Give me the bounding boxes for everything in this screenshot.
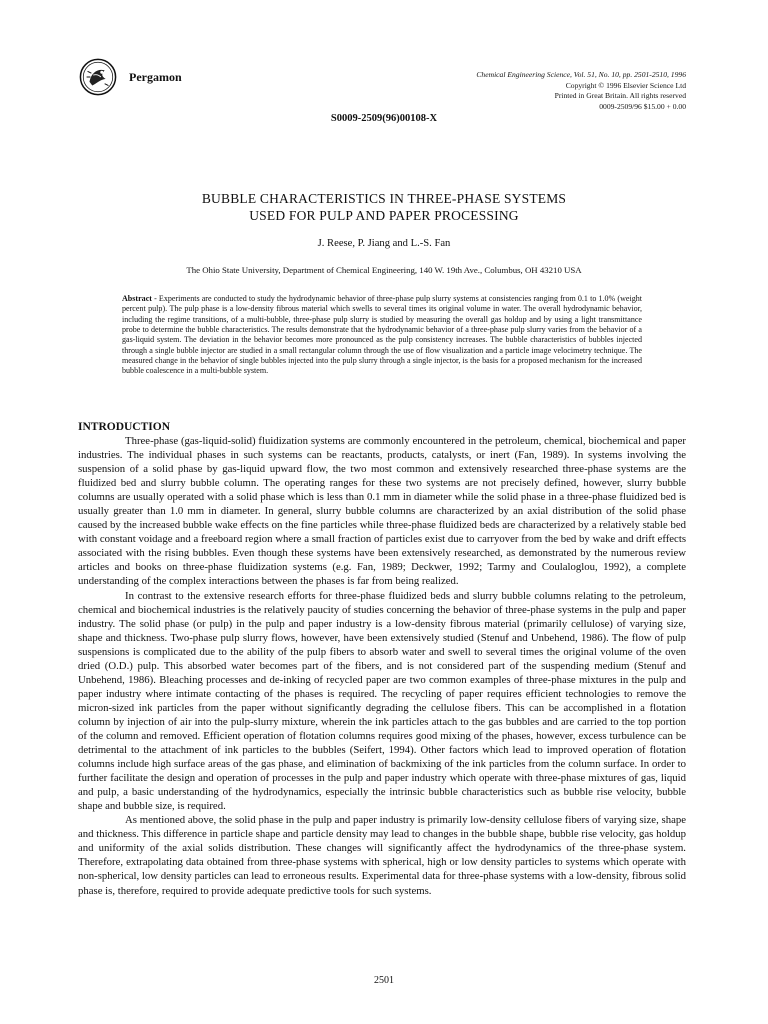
section-heading-introduction: INTRODUCTION bbox=[78, 421, 171, 433]
abstract-text: - Experiments are conducted to study the hydrodynamic behavior of three-phase pulp slurry systems at consistencies ranging from 0.1 to 1.0% (weight percent pulp). The pulp phase is a low-density fibrous material which swells to several times its original volume in water. The overall hydrodynamic behavior, including the regime transitions, of a multi-bubble, three-phase pulp slurry is studied by measuring the overall gas holdup and by using a light transmittance probe to determine the bubble characteristics. The results demonstrate that the hydrodynamic behavior of a three-phase pulp slurry varies from the behavior of a gas-liquid system. The deviation in the behavior becomes more pronounced as the pulp consistency increases. The bubble characteristics of bubbles injected through a single bubble injector are studied in a small rectangular column through the use of flow visualization and a particle image velocimetry technique. The measured change in the behavior of single bubbles injected into the pulp slurry through a single injector, is the basis for a proposed mechanism for the increased bubble coalescence in a multi-bubble system. bbox=[122, 294, 642, 376]
author-list: J. Reese, P. Jiang and L.-S. Fan bbox=[317, 238, 451, 249]
article-identifier: S0009-2509(96)00108-X bbox=[330, 113, 438, 124]
printed-notice: Printed in Great Britain. All rights reserved bbox=[554, 91, 686, 101]
publisher-name: Pergamon bbox=[129, 70, 182, 84]
article-title bbox=[0, 190, 768, 224]
page-number: 2501 bbox=[374, 975, 394, 986]
publisher-logo-icon bbox=[79, 58, 117, 96]
copyright-notice: Copyright © 1996 Elsevier Science Ltd bbox=[565, 80, 686, 90]
journal-citation-block bbox=[366, 70, 686, 112]
abstract-label: Abstract bbox=[122, 294, 152, 303]
introduction-paragraph-3: As mentioned above, the solid phase in the pulp and paper industry is primarily low-density cellulose fibers of varying size, shape and thickness. This difference in particle shape and particle density may lead to changes in the bubble shape, bubble rise velocity, gas holdup and uniformity of the axial solids distribution. These changes will significantly affect the hydrodynamics of the three-phase system. Therefore, extrapolating data obtained from three-phase systems with spherical, high or low density particles to systems which operate with non-spherical, low density particles can lead to erroneous results. Experimental data for three-phase systems with a low-density, fibrous solid phase is, therefore, required to provide adequate predictive tools for such systems. bbox=[78, 814, 686, 897]
article-title-line-2: USED FOR PULP AND PAPER PROCESSING bbox=[249, 208, 519, 223]
introduction-paragraph-2: In contrast to the extensive research efforts for three-phase fluidized beds and slurry bubble columns relating to the petroleum, chemical and biochemical industries is the relatively paucity of studies concerning the behavior of three-phase systems in the pulp and paper industry. The solid phase (or pulp) in the pulp and paper industry is a low-density fibrous material (primarily cellulose) of varying size, shape and thickness. Two-phase pulp slurry flows, however, have been extensively studied (Stenuf and Unbehend, 1986). The flow of pulp suspensions is complicated due to the ability of the pulp fibers to absorb water and swell to several times the original volume of the oven dried (O.D.) pulp. This absorbed water becomes part of the fibers, and is not considered part of the suspending medium (Stenuf and Unbehend, 1986). Bleaching processes and de-inking of recycled paper are two common examples of three-phase mixtures in the pulp and paper industry where intimate contacting of the phases is required. The recycling of paper requires efficient technologies to remove the micron-sized ink particles from the paper without significantly degrading the cellulose fibers. This can be accomplished in a flotation column by injection of air into the pulp-slurry mixture, wherein the ink particles attach to the gas bubbles and are carried to the top portion of the column and removed. Efficient operation of flotation columns requires good mixing of the phases, however, excess turbulence can be detrimental to the attachment of ink particles to the bubbles (Seifert, 1994). Other factors which lead to improved operation of flotation columns include high surface areas of the gas phase, and elimination of backmixing of the ink particles from the column surface. In order to further facilitate the design and operation of processes in the pulp and paper industry which operate with three-phase mixtures of gas, liquid and pulp, a basic understanding of the hydrodynamics, especially the intrinsic bubble characteristics such as bubble rise velocity, bubble shape and bubble size, is required. bbox=[78, 589, 686, 813]
author-affiliation: The Ohio State University, Department of Chemical Engineering, 140 W. 19th Ave., Columbus, OH 43210 USA bbox=[186, 265, 582, 275]
article-title-line-1: BUBBLE CHARACTERISTICS IN THREE-PHASE SYSTEMS bbox=[201, 191, 567, 206]
journal-citation: Chemical Engineering Science, Vol. 51, No. 10, pp. 2501-2510, 1996 bbox=[476, 70, 686, 79]
introduction-body bbox=[78, 434, 686, 898]
abstract bbox=[122, 294, 642, 377]
introduction-paragraph-1: Three-phase (gas-liquid-solid) fluidization systems are commonly encountered in the petroleum, chemical, biochemical and paper industries. The individual phases in such systems can be reactants, products, catalysts, or inert (Fan, 1989). In systems involving the suspension of a solid phase by gas-liquid upward flow, the two most common and extensively researched three-phase systems are the fluidized bed and slurry bubble column. The operating ranges for these two systems are not precisely defined, however, slurry bubble columns are usually operated with a solid phase which is less than 0.1 mm in diameter while the solid phase in a three-phase fluidized bed is usually greater than 1.0 mm in diameter. In general, slurry bubble columns are characterized by an axial distribution of the solid phase caused by the increased bubble wake effects on the fine particles while three-phase fluidized beds are characterized by a relatively stable bed with constant voidage and a freeboard region where a small fraction of particles exist due to carryover from the bed by wake and drift effects associated with the rising bubbles. Even though these systems have been extensively researched, as demonstrated by the numerous review articles and books on three-phase fluidization systems (e.g. Fan, 1989; Deckwer, 1992; Tarmy and Coulaloglou, 1992), a complete understanding of the complex interactions between the phases is far from being realized. bbox=[78, 435, 686, 588]
price-code: 0009-2509/96 $15.00 + 0.00 bbox=[599, 101, 686, 111]
